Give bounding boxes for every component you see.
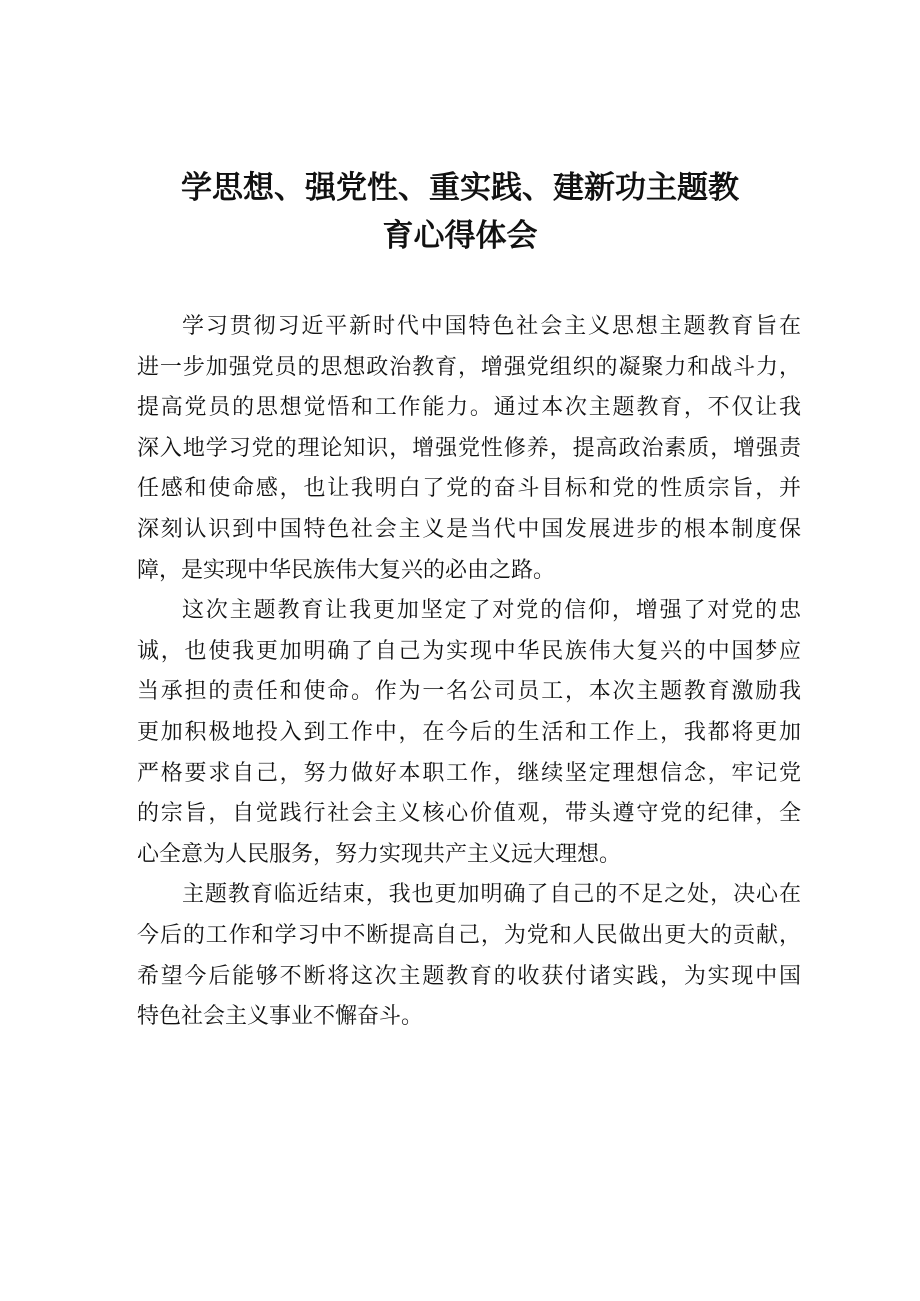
paragraph-line: 特色社会主义事业不懈奋斗。 — [137, 1004, 424, 1030]
paragraph-line: 深入地学习党的理论知识，增强党性修养，提高政治素质，增强责 — [137, 435, 801, 461]
paragraph-line: 提高党员的思想觉悟和工作能力。通过本次主题教育，不仅让我 — [137, 395, 801, 421]
paragraph-line: 障，是实现中华民族伟大复兴的必由之路。 — [137, 557, 556, 583]
paragraph-line: 更加积极地投入到工作中，在今后的生活和工作上，我都将更加 — [137, 719, 801, 745]
paragraph — [137, 875, 801, 1037]
paragraph-line: 今后的工作和学习中不断提高自己，为党和人民做出更大的贡献， — [137, 922, 801, 948]
paragraph — [137, 307, 801, 591]
document-title — [0, 164, 920, 260]
paragraph-line: 希望今后能够不断将这次主题教育的收获付诸实践，为实现中国 — [137, 963, 801, 989]
title-line: 育心得体会 — [382, 218, 538, 254]
paragraph-line: 这次主题教育让我更加坚定了对党的信仰，增强了对党的忠 — [182, 598, 801, 624]
paragraph-line: 任感和使命感，也让我明白了党的奋斗目标和党的性质宗旨，并 — [137, 476, 801, 502]
paragraph-line: 诚，也使我更加明确了自己为实现中华民族伟大复兴的中国梦应 — [137, 638, 801, 664]
paragraph-line: 主题教育临近结束，我也更加明确了自己的不足之处，决心在 — [182, 882, 801, 908]
paragraph-line: 进一步加强党员的思想政治教育，增强党组织的凝聚力和战斗力， — [137, 354, 801, 380]
paragraph — [137, 591, 801, 875]
paragraph-line: 学习贯彻习近平新时代中国特色社会主义思想主题教育旨在 — [182, 314, 801, 339]
paragraph-line: 心全意为人民服务，努力实现共产主义远大理想。 — [137, 841, 622, 867]
title-line: 学思想、强党性、重实践、建新功主题教 — [181, 170, 739, 206]
paragraph-line: 深刻认识到中国特色社会主义是当代中国发展进步的根本制度保 — [137, 516, 801, 542]
paragraph-line: 的宗旨，自觉践行社会主义核心价值观，带头遵守党的纪律，全 — [137, 801, 801, 827]
paragraph-line: 当承担的责任和使命。作为一名公司员工，本次主题教育激励我 — [137, 679, 801, 705]
paragraph-line: 严格要求自己，努力做好本职工作，继续坚定理想信念，牢记党 — [137, 760, 801, 786]
document-body — [137, 307, 801, 1038]
